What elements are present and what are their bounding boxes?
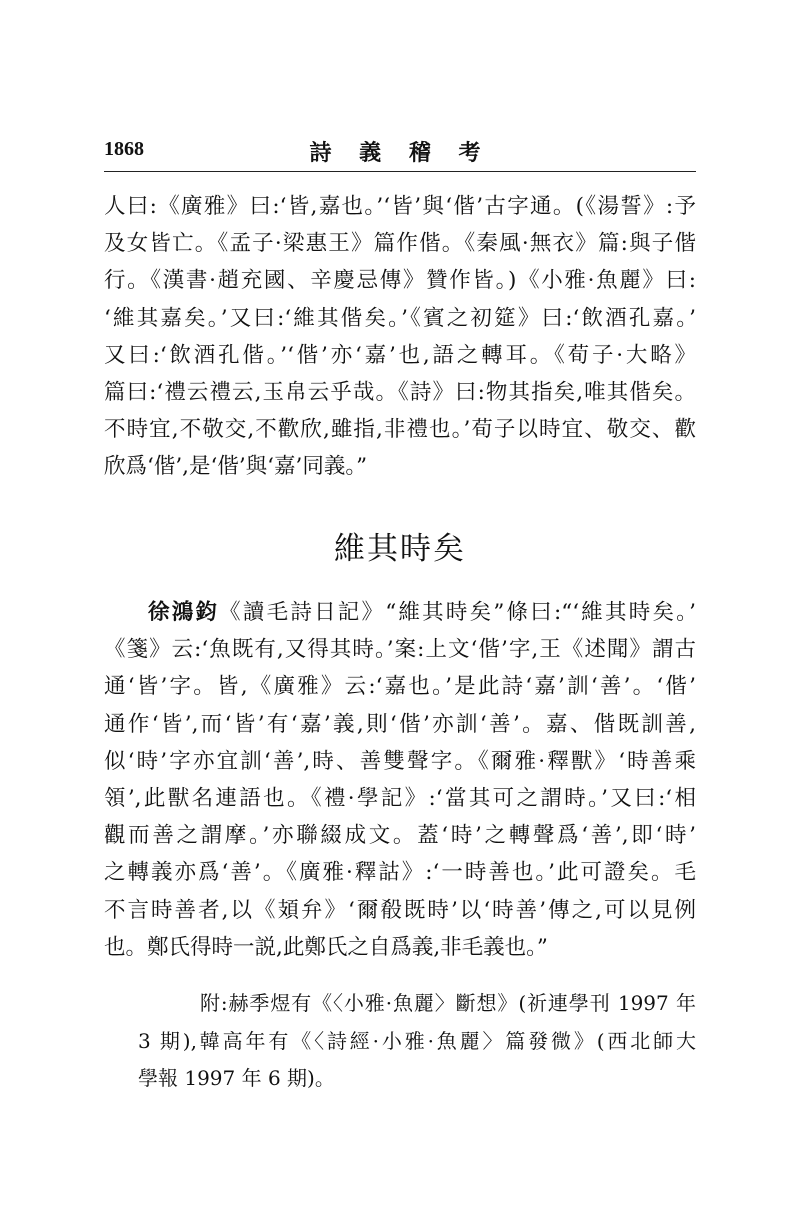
text-line [104,594,696,631]
section-paragraph [104,594,696,966]
header-rule [104,171,696,172]
continuation-paragraph [104,188,696,486]
appendix-note [138,985,696,1098]
text-line: 似‘時’字亦宜訓‘善’,時、善雙聲字。《爾雅·釋獸》‘時善乘 [104,748,696,774]
text-line: 之轉義亦爲‘善’。《廣雅·釋詁》:‘一時善也。’此可證矣。毛 [104,860,696,886]
text-line: 篇曰:‘禮云禮云,玉帛云乎哉。《詩》曰:物其指矣,唯其偕矣。 [104,379,696,405]
text-line: 通‘皆’字。皆,《廣雅》云:‘嘉也。’是此詩‘嘉’訓‘善’。‘偕’ [104,674,696,700]
text-line: 人曰:《廣雅》曰:‘皆,嘉也。’‘皆’與‘偕’古字通。(《湯誓》:予 [104,194,696,219]
text-line: 也。鄭氏得時一説,此鄭氏之自爲義,非毛義也。” [104,934,548,960]
first-line-text: 《讀毛詩日記》“維其時矣”條曰:“‘維其時矣。’ [219,600,696,625]
text-line: 領’,此獸名連語也。《禮·學記》:‘當其可之謂時。’又曰:‘相 [104,785,696,811]
text-line: 不時宜,不敬交,不歡欣,雖指,非禮也。’荀子以時宜、敬交、歡 [104,417,696,443]
note-line: 附:赫季煜有《〈小雅·魚麗〉斷想》(祈連學刊 1997 年 [200,991,696,1015]
text-line: 觀而善之謂摩。’亦聯綴成文。蓋‘時’之轉聲爲‘善’,即‘時’ [104,823,696,849]
text-line: 不言時善者,以《頍弁》‘爾殽既時’以‘時善’傳之,可以見例 [104,897,696,923]
author-name: 徐鴻鈞 [148,600,220,625]
text-line: 又曰:‘飲酒孔偕。’‘偕’亦‘嘉’也,語之轉耳。《荀子·大略》 [104,342,696,368]
note-line: 學報 1997 年 6 期)。 [138,1066,335,1090]
text-line: 《箋》云:‘魚既有,又得其時。’案:上文‘偕’字,王《述聞》謂古 [104,637,696,663]
text-line: 行。《漢書·趙充國、辛慶忌傳》贊作皆。)《小雅·魚麗》曰: [104,268,696,294]
text-line: 通作‘皆’,而‘皆’有‘嘉’義,則‘偕’亦訓‘善’。嘉、偕既訓善, [104,711,696,737]
text-line: 及女皆亡。《孟子·梁惠王》篇作偕。《秦風·無衣》篇:與子偕 [104,231,696,257]
text-line: 欣爲‘偕’,是‘偕’與‘嘉’同義。” [104,454,368,480]
page-number: 1868 [104,138,144,160]
section-title: 維其時矣 [334,531,466,567]
running-title: 詩 義 稽 考 [309,140,491,166]
note-line: 3 期),韓高年有《〈詩經·小雅·魚麗〉篇發微》(西北師大 [138,1028,696,1053]
page-header [104,138,696,164]
text-line: ‘維其嘉矣。’又曰:‘維其偕矣。’《賓之初筵》曰:‘飲酒孔嘉。’ [104,305,696,331]
